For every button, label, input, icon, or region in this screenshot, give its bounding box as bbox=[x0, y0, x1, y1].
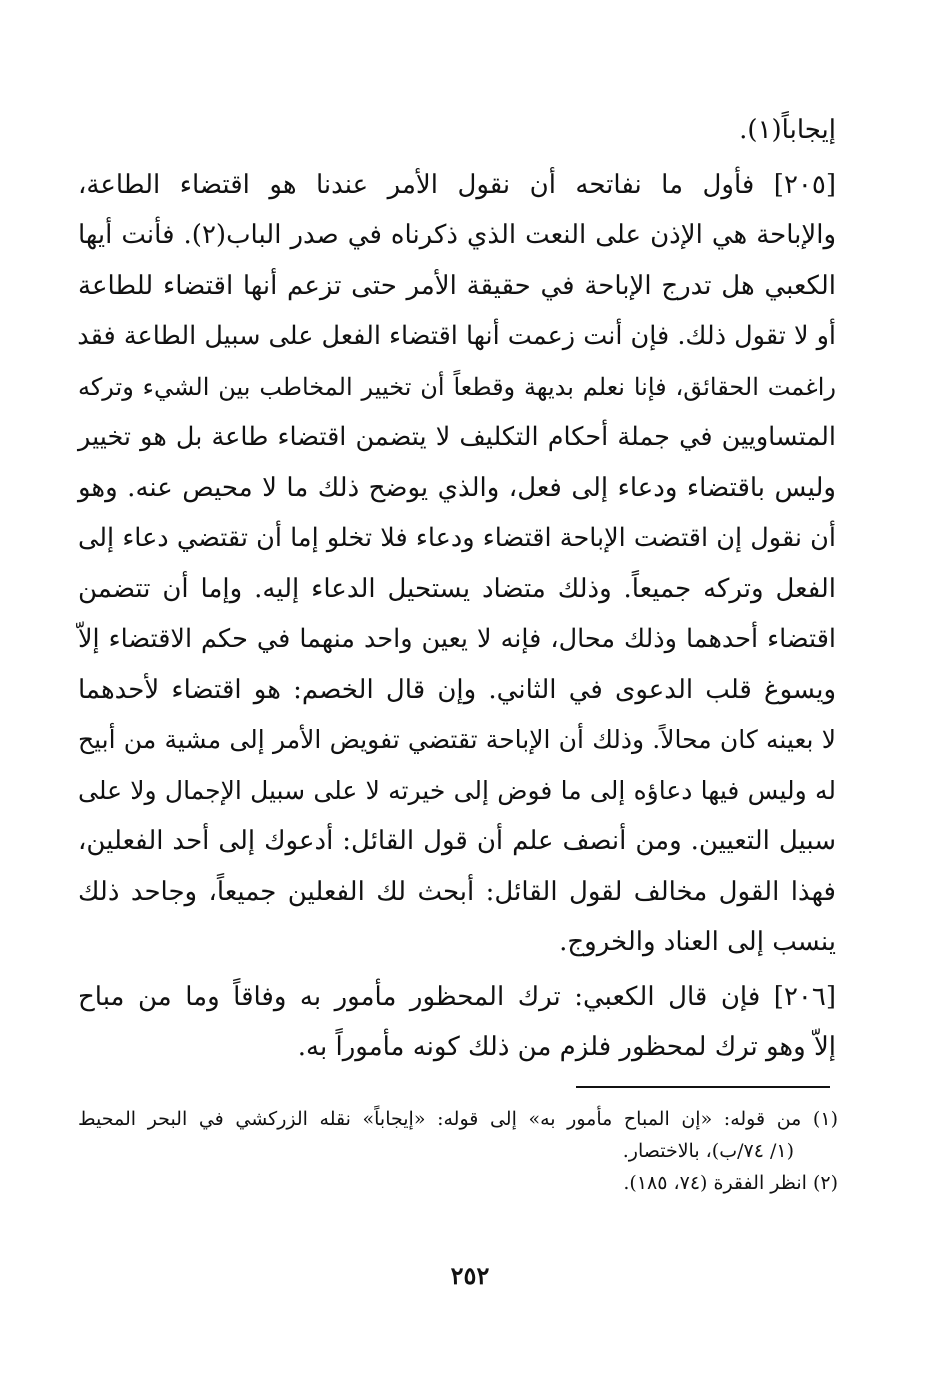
paragraph-206-start: [٢٠٦] فإن قال الكعبي: ترك المحظور مأمور به وفاقاً وما من مباح bbox=[78, 981, 836, 1012]
text-line: والإباحة هي الإذن على النعت الذي ذكرناه في صدر الباب(٢). فأنت أيها bbox=[78, 220, 837, 250]
text-line: فهذا القول مخالف لقول القائل: أبحث لك الفعلين جميعاً، وجاحد ذلك bbox=[78, 876, 836, 907]
text-line: له وليس فيها دعاؤه إلى ما فوض إلى خيرته لا على سبيل الإجمال ولا على bbox=[78, 775, 836, 805]
text-line: أن نقول إن اقتضت الإباحة اقتضاء ودعاء فلا تخلو إما أن تقتضي دعاء إلى bbox=[78, 523, 836, 553]
text-line: راغمت الحقائق، فإنا نعلم بديهة وقطعاً أن تخيير المخاطب بين الشيء وتركه bbox=[78, 372, 836, 401]
text-line: لا بعينه كان محالاً. وذلك أن الإباحة تقتضي تفويض الأمر إلى مشية من أبيح bbox=[78, 725, 836, 754]
main-text bbox=[78, 105, 836, 1073]
text-line: سبيل التعيين. ومن أنصف علم أن قول القائل: أدعوك إلى أحد الفعلين، bbox=[78, 826, 836, 856]
text-line: أو لا تقول ذلك. فإن أنت زعمت أنها اقتضاء الفعل على سبيل الطاعة فقد bbox=[77, 321, 836, 351]
page-number: ٢٥٢ bbox=[450, 1261, 490, 1290]
footnote-1: (١) من قوله: «إن المباح مأمور به» إلى قوله: «إيجاباً» نقله الزركشي في البحر المحيط bbox=[78, 1108, 838, 1130]
footnotes bbox=[78, 1103, 838, 1199]
text-line: وليس باقتضاء ودعاء إلى فعل، والذي يوضح ذلك ما لا محيص عنه. وهو bbox=[78, 472, 836, 503]
text-line: الكعبي هل تدرج الإباحة في حقيقة الأمر حتى تزعم أنها اقتضاء للطاعة bbox=[78, 270, 836, 301]
text-line: إيجاباً(١). bbox=[739, 115, 836, 145]
footnote-1-continued: (١/ ٧٤/ب)، بالاختصار. bbox=[622, 1140, 794, 1162]
text-line: المتساويين في جملة أحكام التكليف لا يتضمن اقتضاء طاعة بل هو تخيير bbox=[78, 422, 836, 452]
footnote-separator bbox=[576, 1086, 830, 1088]
footnote-2: (٢) انظر الفقرة (٧٤، ١٨٥). bbox=[623, 1172, 838, 1194]
text-line: ويسوغ قلب الدعوى في الثاني. وإن قال الخصم: هو اقتضاء لأحدهما bbox=[78, 674, 836, 705]
paragraph-205-start: [٢٠٥] فأول ما نفاتحه أن نقول الأمر عندنا هو اقتضاء الطاعة، bbox=[78, 169, 836, 200]
text-line: اقتضاء أحدهما وذلك محال، فإنه لا يعين واحد منهما في حكم الاقتضاء إلاّ bbox=[78, 624, 836, 654]
text-line: الفعل وتركه جميعاً. وذلك متضاد يستحيل الدعاء إليه. وإما أن تتضمن bbox=[78, 573, 836, 604]
text-line: إلاّ وهو ترك لمحظور فلزم من ذلك كونه مأموراً به. bbox=[297, 1032, 836, 1062]
text-line: ينسب إلى العناد والخروج. bbox=[559, 927, 836, 957]
